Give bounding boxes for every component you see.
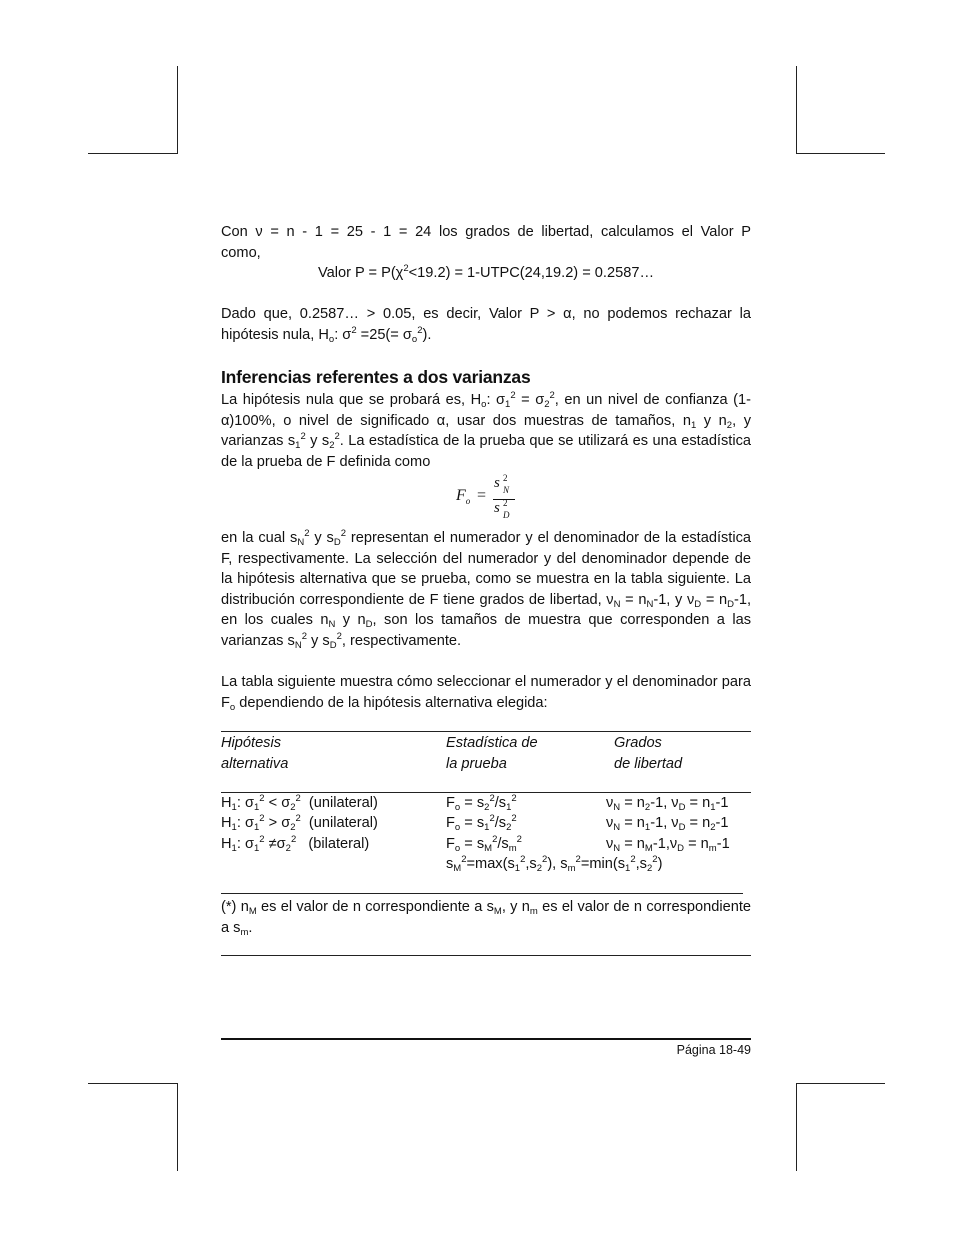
table-cell-statistic: $F_o = s_2^2/s_1^2$ bbox=[446, 793, 517, 813]
formula-lhs: $F_o$ bbox=[456, 487, 471, 506]
table-footnote bbox=[221, 897, 751, 938]
crop-mark bbox=[796, 1083, 885, 1084]
table-cell-minmax: $s_M^2=\max(s_1^2,s_2^2)$, $s_m^2=\min(s_1^2,s_2^2)$ bbox=[446, 854, 663, 874]
table-row: $H_1$: $\sigma_1^2 > \sigma_2^2$ (unilateral) bbox=[221, 813, 378, 833]
text-block: (*) $n_M$ es el valor de n correspondiente a $s_M$, y $n_m$ es el valor de n correspondiente a $s_m$. bbox=[221, 899, 751, 938]
table-rule-top bbox=[221, 731, 751, 732]
crop-mark bbox=[88, 1083, 177, 1084]
text-block: en la cual $s_N^2$ y $s_D^2$ representan el numerador y el denominador de la estadística F, respectivamente. La selección del numerador y del denominador depende de la hipótesis alternativa que se prueba, como se muestra en la tabla siguiente. La distribución correspondiente de F tiene grados de libertad, $\nu_N = n_N-1$, y $\nu_D = n_D-1$, en los cuales $n_N$ y $n_D$, son los tamaños de muestra que corresponden a las varianzas $s_N^2$ y $s_D^2$, respectivamente. bbox=[221, 528, 752, 651]
table-header-hypothesis: Hipótesis alternativa bbox=[221, 735, 289, 772]
paragraph-conclusion bbox=[221, 304, 751, 345]
crop-mark bbox=[177, 66, 178, 154]
text-line: hipótesis nula, $H_o$: $\sigma^2 =25(= \sigma_o^2)$. bbox=[221, 324, 432, 345]
table-cell-statistic: $F_o = s_1^2/s_2^2$ bbox=[446, 813, 517, 833]
table-rule-bottom bbox=[221, 893, 743, 894]
table-row: $H_1$: $\sigma_1^2 \ne\sigma_2^2$ (bilateral) bbox=[221, 834, 370, 854]
section-title: Inferencias referentes a dos varianzas bbox=[221, 367, 531, 387]
crop-mark bbox=[88, 153, 177, 154]
paragraph-numerator-denominator bbox=[221, 528, 751, 651]
formula-equals: = bbox=[477, 487, 487, 504]
formula-numerator: s 2 N bbox=[494, 473, 510, 495]
table-cell-df: $\nu_N = n_2-1$, $\nu_D = n_1-1$ bbox=[606, 795, 729, 813]
table-cell-df: $\nu_N = n_1-1$, $\nu_D = n_2-1$ bbox=[606, 815, 729, 833]
f-statistic-formula bbox=[456, 475, 526, 527]
page-number: Página 18-49 bbox=[676, 1043, 751, 1057]
text-line: Dado que, 0.2587… > 0.05, es decir, Valor P > α, no podemos rechazar la bbox=[221, 306, 751, 322]
text-block: La hipótesis nula que se probará es, $H_o$: $\sigma_1^2 = \sigma_2^2$, en un nivel de confianza (1-α)100%, o nivel de significado α, usar dos muestras de tamaños, $n_1$ y $n_2$, y varianzas $s_1^2$ y $s_2^2$. La estadística de la prueba que se utilizará es una estadística de la prueba de F definida como bbox=[221, 390, 752, 470]
formula-denominator: s 2 D bbox=[494, 498, 510, 520]
paragraph-p-value bbox=[221, 222, 751, 284]
crop-mark bbox=[796, 1083, 797, 1171]
table-header-statistic: Estadística de la prueba bbox=[446, 735, 538, 772]
section-heading bbox=[221, 367, 751, 388]
paragraph-null-hypothesis bbox=[221, 390, 751, 472]
table-header-df: Grados de libertad bbox=[614, 735, 683, 772]
footer-rule bbox=[221, 1038, 751, 1040]
crop-mark bbox=[796, 153, 885, 154]
text-line: como, bbox=[221, 244, 261, 261]
crop-mark bbox=[796, 66, 797, 154]
crop-mark bbox=[177, 1083, 178, 1171]
text-block: La tabla siguiente muestra cómo seleccionar el numerador y el denominador para $F_o$ dependiendo de la hipótesis alternativa elegida: bbox=[221, 674, 751, 713]
p-value-formula: Valor $P = P(\chi^2<19.2)$ = 1-UTPC(24,19.2) = 0.2587… bbox=[317, 263, 655, 281]
footnote-rule bbox=[221, 955, 751, 956]
table-cell-df: $\nu_N = n_M-1,\nu_D = n_m-1$ bbox=[606, 836, 730, 854]
table-row: $H_1$: $\sigma_1^2 < \sigma_2^2$ (unilateral) bbox=[221, 793, 378, 813]
text-line: Con ν = n - 1 = 25 - 1 = 24 los grados de libertad, calculamos el Valor P bbox=[221, 224, 751, 240]
paragraph-table-intro bbox=[221, 672, 751, 713]
table-cell-statistic: $F_o = s_M^2/s_m^2$ bbox=[446, 834, 522, 854]
